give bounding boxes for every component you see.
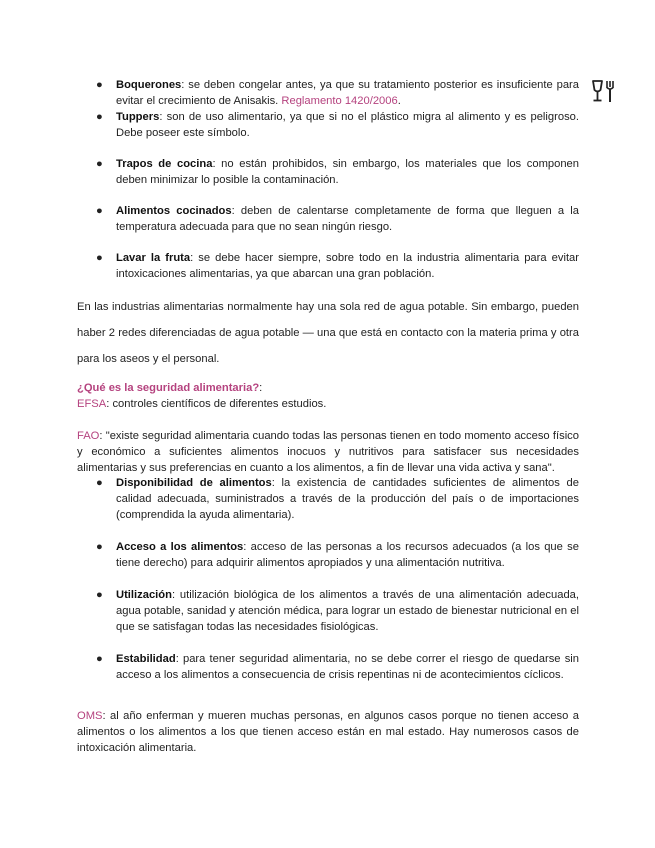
term-acceso: Acceso a los alimentos xyxy=(116,541,244,553)
term-tuppers: Tuppers xyxy=(116,111,160,123)
term-utilizacion: Utilización xyxy=(116,589,172,601)
list-item: ● Lavar la fruta: se debe hacer siempre, sobre todo en la industria alimentaria para evitar intoxicaciones alimentarias, ya que abarcan una gran población. xyxy=(96,252,579,280)
term-lavar-fruta: Lavar la fruta xyxy=(116,252,191,264)
term-boquerones: Boquerones xyxy=(116,79,182,91)
list-item: ● Tuppers: son de uso alimentario, ya que si no el plástico migra al alimento y es peligroso. Debe poseer este símbolo. xyxy=(96,111,579,139)
top-bullet-list xyxy=(77,77,579,282)
list-item: ● Estabilidad: para tener seguridad alimentaria, no se debe correr el riesgo de quedarse sin acceso a los alimentos a consecuencia de crisis repentinas ni de acontecimientos cíclicos. xyxy=(96,653,579,681)
food-safe-glass-fork-icon xyxy=(591,79,617,105)
efsa-line: EFSA: controles científicos de diferentes estudios. xyxy=(77,398,327,410)
list-item: ● Alimentos cocinados: deben de calentarse completamente de forma que lleguen a la temperatura adecuada para que no sean ningún riesgo. xyxy=(96,205,579,233)
list-item: ● Boquerones: se deben congelar antes, ya que su tratamiento posterior es insuficiente para evitar el crecimiento de Anisakis. Reglamento 1420/2006. xyxy=(96,79,579,107)
efsa-label: EFSA xyxy=(77,398,107,410)
fao-label: FAO xyxy=(77,430,100,442)
list-item: ● Disponibilidad de alimentos: la existencia de cantidades suficientes de alimentos de calidad adecuada, suministrados a través de la producción del país o de importaciones (comprendida la ayuda alimentaria). xyxy=(96,477,579,521)
section-heading: ¿Qué es la seguridad alimentaria?: xyxy=(77,382,263,394)
oms-label: OMS xyxy=(77,710,103,722)
term-alimentos-cocinados: Alimentos cocinados xyxy=(116,205,232,217)
reglamento-link[interactable]: Reglamento 1420/2006 xyxy=(281,95,398,107)
fao-bullet-list xyxy=(77,475,579,683)
term-estabilidad: Estabilidad xyxy=(116,653,176,665)
paragraph-redes: En las industrias alimentarias normalmente hay una sola red de agua potable. Sin embargo, pueden haber 2 redes diferenciadas de agua potable — una que está en contacto con la materia prima y otra para los aseos y el personal. xyxy=(77,301,579,365)
term-disponibilidad: Disponibilidad de alimentos xyxy=(116,477,272,489)
list-item: ● Utilización: utilización biológica de los alimentos a través de una alimentación adecuada, agua potable, sanidad y atención médica, para lograr un estado de bienestar nutricional en el que se satisfagan todas las necesidades fisiológicas. xyxy=(96,589,579,633)
oms-paragraph: OMS: al año enferman y mueren muchas personas, en algunos casos porque no tienen acceso a alimentos o los alimentos a los que tienen acceso están en mal estado. Hay numerosos casos de intoxicación alimentaria. xyxy=(77,710,579,754)
fao-paragraph: FAO: "existe seguridad alimentaria cuando todas las personas tienen en todo momento acceso físico y económico a suficientes alimentos inocuos y nutritivos para satisfacer sus necesidades alimentarias y sus preferencias en cuanto a los alimentos, a fin de llevar una vida activa y sana". xyxy=(77,430,579,474)
list-item: ● Acceso a los alimentos: acceso de las personas a los recursos adecuados (a los que se tiene derecho) para adquirir alimentos apropiados y una alimentación nutritiva. xyxy=(96,541,579,569)
term-trapos: Trapos de cocina xyxy=(116,158,213,170)
list-item: ● Trapos de cocina: no están prohibidos, sin embargo, los materiales que los componen deben minimizar lo posible la contaminación. xyxy=(96,158,579,186)
